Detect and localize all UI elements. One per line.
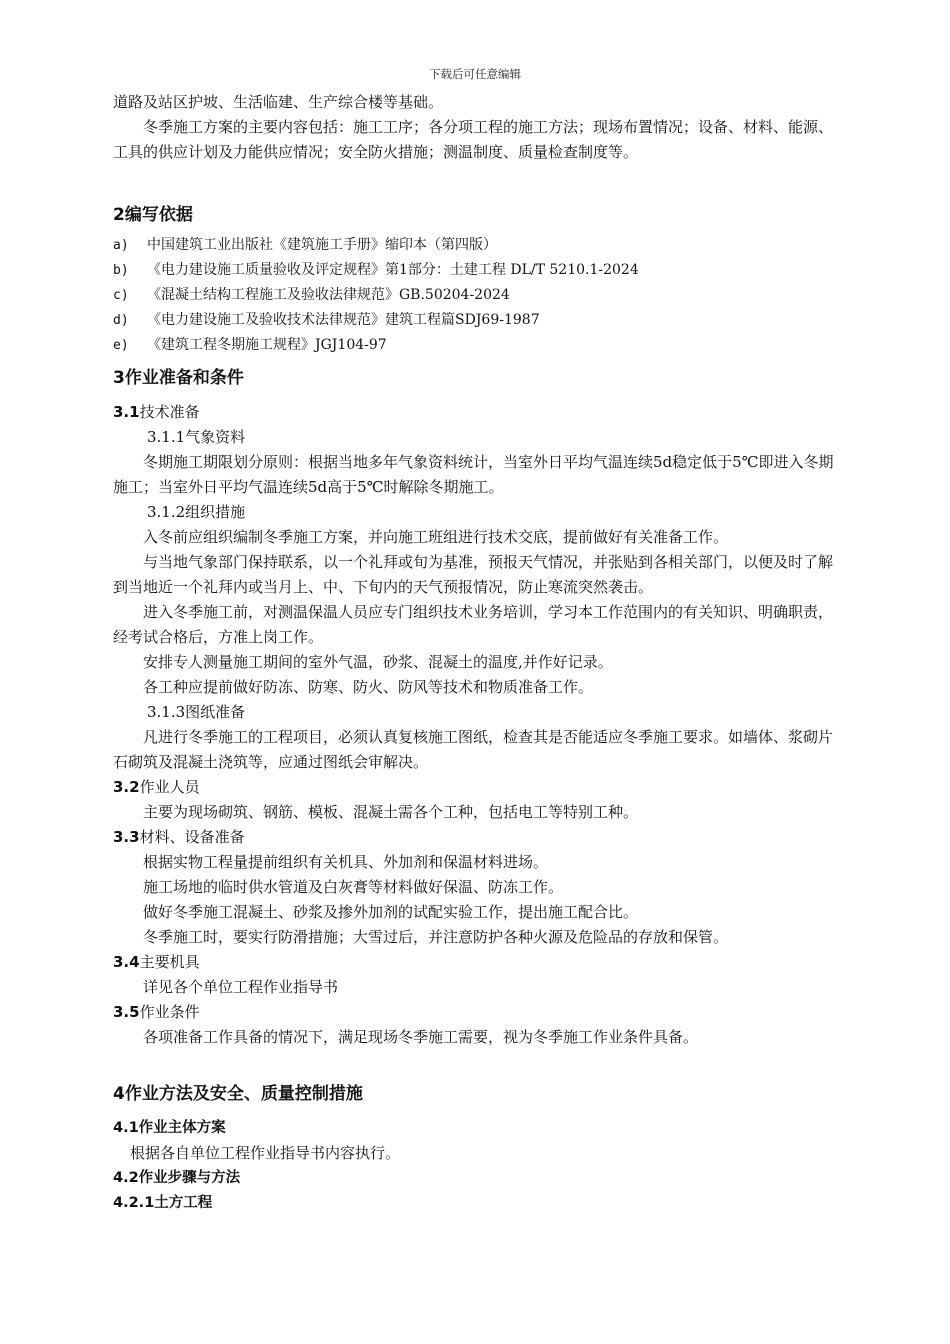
paragraph: 主要为现场砌筑、钢筋、模板、混凝土需各个工种，包括电工等特别工种。 xyxy=(143,803,639,821)
intro-paragraph: 冬季施工方案的主要内容包括：施工工序；各分项工程的施工方法；现场布置情况；设备、材料、能源、工具的供应计划及力能供应情况；安全防火措施；测温制度、质量检查制度等。 xyxy=(113,118,834,161)
subsection-3-4-heading xyxy=(113,950,835,975)
subsection-3-5-heading xyxy=(113,1000,835,1025)
paragraph: 施工场地的临时供水管道及白灰膏等材料做好保温、防冻工作。 xyxy=(143,878,564,896)
subsection-3-1-3-heading: 3.1.3图纸准备 xyxy=(147,703,246,721)
paragraph: 各工种应提前做好防冻、防寒、防火、防风等技术和物质准备工作。 xyxy=(143,678,594,696)
subsection-3-2-heading xyxy=(113,775,835,800)
paragraph: 做好冬季施工混凝土、砂浆及掺外加剂的试配实验工作，提出施工配合比。 xyxy=(143,903,639,921)
paragraph: 入冬前应组织编制冬季施工方案，并向施工班组进行技术交底，提前做好有关准备工作。 xyxy=(143,528,729,546)
subsection-3-3-heading xyxy=(113,825,835,850)
reference-text: 《建筑工程冬期施工规程》JGJ104-97 xyxy=(147,337,387,353)
section-3-heading: 3作业准备和条件 xyxy=(113,368,244,388)
reference-letter: a) xyxy=(113,238,129,253)
subsection-number: 3.1 xyxy=(113,403,140,421)
reference-item xyxy=(113,283,835,308)
page-header: 下载后可任意编辑 xyxy=(429,67,521,81)
subsection-3-1-1-heading: 3.1.1气象资料 xyxy=(147,428,246,446)
paragraph: 凡进行冬季施工的工程项目，必须认真复核施工图纸，检查其是否能适应冬季施工要求。如墙体、浆砌片石砌筑及混凝土浇筑等，应通过图纸会审解决。 xyxy=(113,728,834,771)
reference-item xyxy=(113,233,835,258)
reference-item xyxy=(113,308,835,333)
subsection-title: 主要机具 xyxy=(139,953,200,971)
subsection-number: 3.5 xyxy=(113,1003,140,1021)
reference-letter: b) xyxy=(113,263,129,278)
subsection-number: 3.3 xyxy=(113,828,140,846)
paragraph: 根据实物工程量提前组织有关机具、外加剂和保温材料进场。 xyxy=(143,853,549,871)
subsection-3-1-2-heading: 3.1.2组织措施 xyxy=(147,503,246,521)
reference-letter: c) xyxy=(113,288,129,303)
subsection-title: 作业条件 xyxy=(139,1003,200,1021)
reference-item xyxy=(113,258,835,283)
document-body xyxy=(113,90,835,1216)
subsection-4-2-1-heading: 4.2.1土方工程 xyxy=(113,1195,213,1211)
paragraph: 详见各个单位工程作业指导书 xyxy=(143,978,339,996)
reference-text: 中国建筑工业出版社《建筑施工手册》缩印本（第四版） xyxy=(147,237,497,253)
subsection-number: 3.4 xyxy=(113,953,140,971)
subsection-title: 材料、设备准备 xyxy=(139,828,245,846)
paragraph: 进入冬季施工前，对测温保温人员应专门组织技术业务培训，学习本工作范围内的有关知识、明确职责，经考试合格后，方准上岗工作。 xyxy=(113,603,834,646)
paragraph: 根据各自单位工程作业指导书内容执行。 xyxy=(130,1144,401,1162)
subsection-number: 3.2 xyxy=(113,778,140,796)
reference-text: 《电力建设施工质量验收及评定规程》第1部分：土建工程 DL/T 5210.1-2024 xyxy=(147,262,639,278)
reference-text: 《电力建设施工及验收技术法律规范》建筑工程篇SDJ69-1987 xyxy=(147,312,540,328)
paragraph: 安排专人测量施工期间的室外气温，砂浆、混凝土的温度,并作好记录。 xyxy=(143,653,613,671)
reference-letter: d) xyxy=(113,313,129,328)
subsection-title: 技术准备 xyxy=(139,403,200,421)
reference-item xyxy=(113,333,835,358)
subsection-3-1-heading xyxy=(113,400,835,425)
subsection-title: 作业人员 xyxy=(139,778,200,796)
subsection-4-1-heading: 4.1作业主体方案 xyxy=(113,1120,226,1136)
reference-text: 《混凝土结构工程施工及验收法律规范》GB.50204-2024 xyxy=(147,287,510,303)
reference-list xyxy=(113,233,835,358)
paragraph: 冬季施工时，要实行防滑措施；大雪过后，并注意防护各种火源及危险品的存放和保管。 xyxy=(143,928,729,946)
subsection-4-2-heading: 4.2作业步骤与方法 xyxy=(113,1170,241,1186)
section-2-heading: 2编写依据 xyxy=(113,205,193,225)
paragraph: 冬期施工期限划分原则：根据当地多年气象资料统计，当室外日平均气温连续5d稳定低于5℃即进入冬期施工；当室外日平均气温连续5d高于5℃时解除冬期施工。 xyxy=(113,453,834,496)
paragraph: 与当地气象部门保持联系，以一个礼拜或旬为基准，预报天气情况，并张贴到各相关部门，以便及时了解到当地近一个礼拜内或当月上、中、下旬内的天气预报情况，防止寒流突然袭击。 xyxy=(113,553,834,596)
section-4-heading: 4作业方法及安全、质量控制措施 xyxy=(113,1084,363,1104)
intro-line: 道路及站区护坡、生活临建、生产综合楼等基础。 xyxy=(113,93,444,111)
paragraph: 各项准备工作具备的情况下，满足现场冬季施工需要，视为冬季施工作业条件具备。 xyxy=(143,1028,699,1046)
reference-letter: e) xyxy=(113,338,129,353)
